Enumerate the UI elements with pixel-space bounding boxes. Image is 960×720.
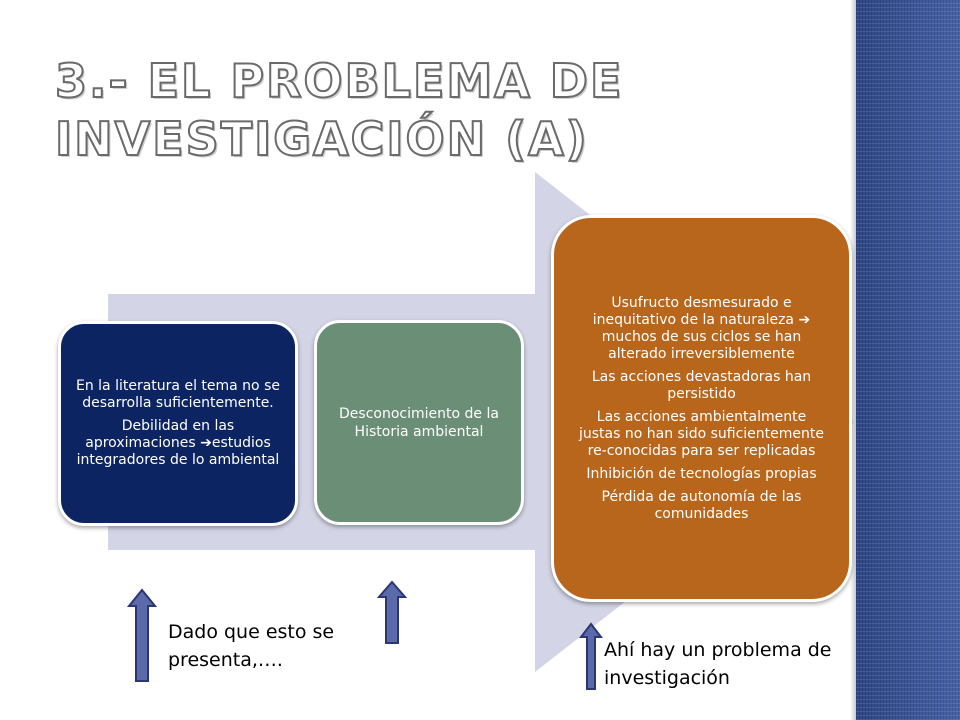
literature-paragraph-2: Debilidad en las aproximaciones ➔estudios integradores de lo ambiental xyxy=(76,418,280,468)
history-paragraph: Desconocimiento de la Historia ambiental xyxy=(339,405,499,440)
right-arrow-icon: ➔ xyxy=(798,311,811,328)
consequence-paragraph-5: Pérdida de autonomía de las comunidades xyxy=(601,488,802,522)
step-box-consequences xyxy=(551,215,852,602)
slide-title-line-1: 3.- EL PROBLEMA DE xyxy=(55,54,624,108)
consequence-paragraph-1: Usufructo desmesurado e inequitativo de la naturaleza ➔ muchos de sus ciclos se han alterado irreversiblemente xyxy=(592,294,811,362)
right-arrow-icon: ➔ xyxy=(200,435,212,451)
consequence-paragraph-4: Inhibición de tecnologías propias xyxy=(586,465,817,482)
step-box-history xyxy=(314,320,524,525)
consequence-paragraph-3: Las acciones ambientalmente justas no han sido suficientemente re-conocidas para ser replicadas xyxy=(578,408,824,459)
slide-title-line-2: INVESTIGACIÓN (A) xyxy=(55,112,589,166)
up-arrow-icon xyxy=(127,588,157,684)
note-research-problem: Ahí hay un problema de investigación xyxy=(604,639,832,689)
consequence-paragraph-2: Las acciones devastadoras han persistido xyxy=(591,368,812,402)
literature-paragraph-1: En la literatura el tema no se desarrolla suficientemente. xyxy=(76,378,280,411)
up-arrow-icon xyxy=(579,622,603,692)
step-box-literature xyxy=(58,321,298,526)
up-arrow-icon xyxy=(377,580,407,646)
note-given-that: Dado que esto se presenta,…. xyxy=(168,621,335,671)
